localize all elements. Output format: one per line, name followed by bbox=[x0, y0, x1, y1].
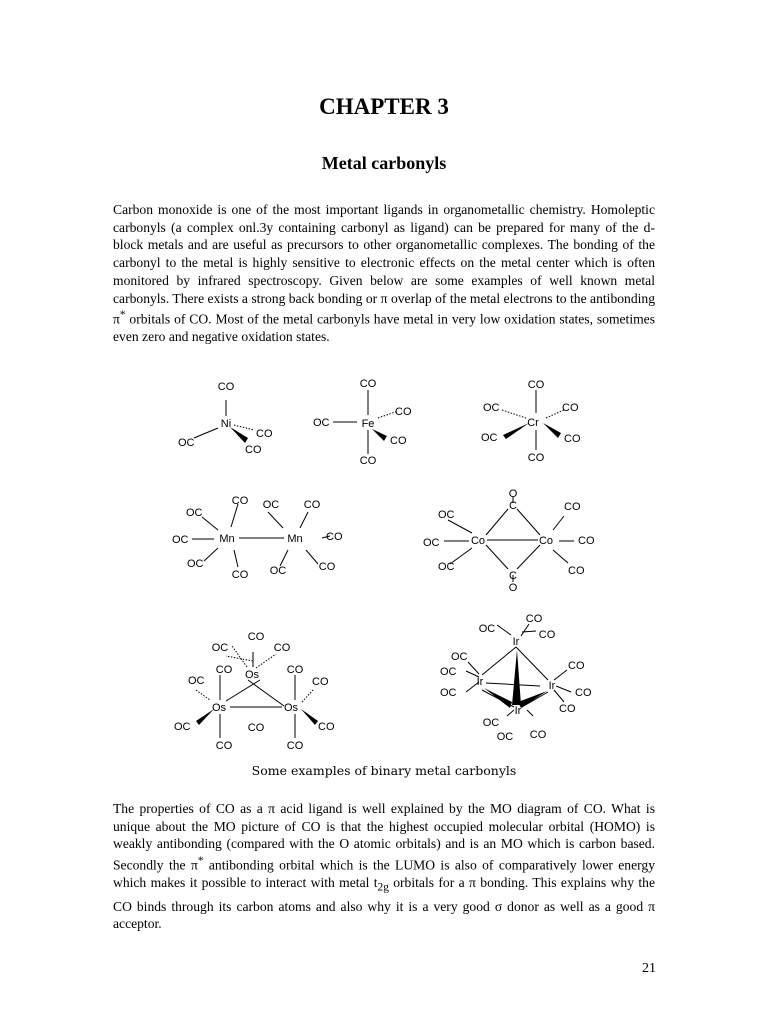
structures-drawing bbox=[150, 370, 620, 750]
co-label: CO bbox=[273, 642, 291, 654]
co-label: CO bbox=[303, 499, 321, 511]
ir-atom-label: Ir bbox=[512, 636, 520, 648]
co-label: CO bbox=[559, 703, 576, 715]
co-label: CO bbox=[575, 687, 592, 699]
mo-text-1: The properties of CO as a bbox=[113, 801, 269, 816]
co-label: CO bbox=[359, 378, 377, 390]
co-label: CO bbox=[286, 664, 304, 676]
co-label: CO bbox=[527, 452, 545, 464]
co-label: CO bbox=[525, 613, 543, 625]
oc-label: OC bbox=[313, 417, 330, 429]
sigma-symbol: σ bbox=[494, 898, 503, 914]
carbon-label: C bbox=[509, 570, 517, 582]
co-label: CO bbox=[326, 531, 343, 543]
ir-atom-label: Ir bbox=[548, 680, 556, 692]
ni-atom-label: Ni bbox=[220, 418, 232, 430]
oc-label: OC bbox=[211, 642, 229, 654]
ir-atom-label: Ir bbox=[476, 676, 484, 688]
os-atom-label: Os bbox=[211, 702, 227, 714]
t2g-subscript: 2g bbox=[377, 882, 389, 895]
os-atom-label: Os bbox=[244, 669, 260, 681]
star-superscript: * bbox=[197, 855, 204, 868]
co-label: CO bbox=[538, 629, 556, 641]
oc-label: OC bbox=[174, 721, 191, 733]
co-label: CO bbox=[231, 495, 249, 507]
co-label: CO bbox=[527, 379, 545, 391]
intro-text-2: overlap of the metal electrons to the antibonding bbox=[387, 290, 655, 306]
oc-label: OC bbox=[478, 623, 496, 635]
oc-label: OC bbox=[423, 537, 440, 549]
pi-symbol: π bbox=[469, 875, 476, 891]
intro-text-3: orbitals of CO. Most of the metal carbonyls have metal in very low oxidation states, sometimes even zero and negative oxidation states. bbox=[113, 311, 655, 345]
star-superscript: * bbox=[119, 309, 126, 322]
section-title: Metal carbonyls bbox=[321, 153, 447, 173]
co-label: CO bbox=[286, 740, 304, 750]
co-label: CO bbox=[245, 444, 262, 456]
co-label: CO bbox=[247, 631, 265, 643]
oc-label: OC bbox=[188, 675, 205, 687]
co-label: CO bbox=[390, 435, 407, 447]
oc-label: OC bbox=[172, 534, 189, 546]
oc-label: OC bbox=[451, 651, 468, 663]
co-atom-label: Co bbox=[538, 535, 554, 547]
co-label: CO bbox=[217, 381, 235, 393]
oxygen-label: O bbox=[508, 488, 518, 500]
mo-text-2: acid ligand is well explained by the MO diagram of CO. What is unique about the MO picture of CO is that the highest occupied molecular orbital (HOMO) is weakly antibonding (compared with the O atomic orbitals) and is an MO which is carbon based. Secondly the bbox=[113, 801, 655, 873]
co-label: CO bbox=[256, 428, 273, 440]
pi-symbol: π bbox=[190, 857, 198, 873]
wedge-bond bbox=[230, 427, 248, 443]
oc-label: OC bbox=[262, 499, 280, 511]
oc-label: OC bbox=[482, 717, 500, 729]
oc-label: OC bbox=[187, 558, 204, 570]
wedge-bond bbox=[518, 691, 547, 708]
wedge-bond bbox=[372, 429, 387, 441]
co-label: CO bbox=[215, 740, 233, 750]
oc-label: OC bbox=[178, 437, 195, 449]
pi-symbol: π bbox=[113, 311, 120, 327]
wedge-bond bbox=[512, 650, 521, 705]
chapter-heading: CHAPTER 3 bbox=[319, 94, 449, 119]
co-label: CO bbox=[395, 406, 412, 418]
co-label: CO bbox=[564, 433, 581, 445]
wedge-bond bbox=[301, 709, 318, 725]
co-label: CO bbox=[318, 561, 336, 573]
oc-label: OC bbox=[496, 731, 514, 743]
oc-label: OC bbox=[186, 507, 203, 519]
pi-symbol: π bbox=[648, 898, 655, 914]
mn-atom-label: Mn bbox=[219, 533, 235, 545]
wedge-bond bbox=[503, 423, 529, 439]
pi-symbol: π bbox=[380, 290, 388, 306]
carbonyl-structures-figure bbox=[150, 370, 620, 750]
oc-label: OC bbox=[483, 402, 500, 414]
fe-atom-label: Fe bbox=[361, 418, 375, 430]
mo-text-4: orbitals for a bbox=[388, 875, 470, 891]
wedge-bond bbox=[484, 688, 512, 708]
wedge-bond bbox=[543, 423, 561, 438]
co-label: CO bbox=[359, 455, 377, 467]
co-label: CO bbox=[318, 721, 335, 733]
mo-paragraph bbox=[113, 800, 655, 933]
os-atom-label: Os bbox=[283, 702, 299, 714]
co-label: CO bbox=[312, 676, 329, 688]
co-atom-label: Co bbox=[470, 535, 486, 547]
co-label: CO bbox=[578, 535, 595, 547]
co-label: CO bbox=[529, 729, 547, 741]
oc-label: OC bbox=[481, 432, 498, 444]
oc-label: OC bbox=[269, 565, 287, 577]
intro-text-1: Carbon monoxide is one of the most important ligands in organometallic chemistry. Homoleptic carbonyls (a complex onl.3y containing carbonyl as ligand) can be prepared for many of the d-block metals and are useful as precursors to other organometallic complexes. The bonding of the carbonyl to the metal is highly sensitive to electronic effects on the metal center which is often monitored by infrared spectroscopy. Given below are some examples of well known metal carbonyls. There exists a strong back bonding or bbox=[113, 202, 655, 306]
co-label: CO bbox=[215, 664, 233, 676]
pi-symbol: π bbox=[268, 801, 276, 816]
co-label: CO bbox=[247, 722, 265, 734]
oc-label: OC bbox=[440, 666, 457, 678]
ir-atom-label: Ir bbox=[514, 705, 522, 717]
oc-label: OC bbox=[440, 687, 457, 699]
carbon-label: C bbox=[509, 500, 517, 512]
co-label: CO bbox=[568, 660, 585, 672]
oc-label: OC bbox=[438, 561, 455, 573]
co-label: CO bbox=[568, 565, 585, 577]
cr-atom-label: Cr bbox=[527, 417, 539, 429]
oxygen-label: O bbox=[508, 582, 518, 594]
mo-text-6: donor as well as a good bbox=[502, 898, 649, 914]
figure-caption: Some examples of binary metal carbonyls bbox=[251, 763, 517, 778]
page-number: 21 bbox=[642, 961, 656, 976]
co-label: CO bbox=[564, 501, 581, 513]
mn-atom-label: Mn bbox=[287, 533, 303, 545]
mo-text-7: acceptor. bbox=[113, 916, 162, 932]
intro-paragraph bbox=[113, 201, 655, 346]
mo-text-5: bonding. This explains why the CO binds through its carbon atoms and also why it is a very good bbox=[113, 875, 655, 914]
co-label: CO bbox=[231, 569, 249, 581]
co-label: CO bbox=[562, 402, 579, 414]
oc-label: OC bbox=[438, 509, 455, 521]
mo-text-3: antibonding orbital which is the LUMO is also of comparatively lower energy which makes it possible to interact with metal t bbox=[113, 857, 656, 891]
